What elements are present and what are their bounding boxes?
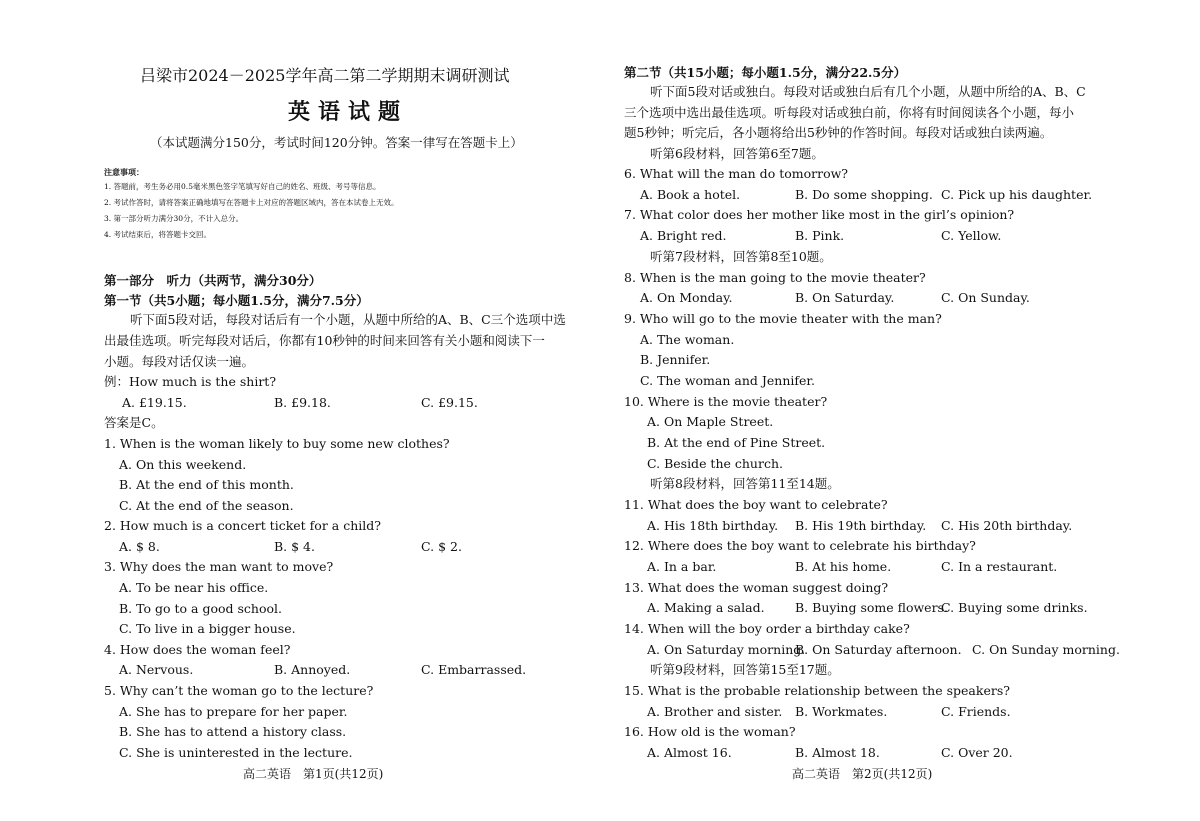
q16-options (600, 745, 1200, 761)
page-footer: 高二英语 第2页(共12页) (792, 767, 933, 781)
option-a: A. On Monday. (640, 290, 733, 305)
option-c: C. £9.15. (421, 395, 478, 410)
question-7: 7. What color does her mother like most in the girl’s opinion? (624, 207, 1015, 222)
part-heading: 第一部分 听力（共两节，满分30分） (104, 273, 322, 288)
question-12: 12. Where does the boy want to celebrate his birthday? (624, 538, 976, 553)
option-a: A. On this weekend. (119, 457, 247, 472)
option-a: A. On Saturday morning. (647, 642, 806, 657)
option-c: C. His 20th birthday. (941, 518, 1073, 533)
option-c: C. $ 2. (421, 539, 462, 554)
notice-item: 1. 答题前，考生务必用0.5毫米黑色签字笔填写好自己的姓名、班级、考号等信息。 (104, 182, 381, 191)
q14-options (600, 642, 1200, 658)
notice-item: 4. 考试结束后，将答题卡交回。 (104, 230, 212, 239)
option-b: B. Workmates. (795, 704, 888, 719)
option-b: B. Pink. (795, 228, 845, 243)
question-5: 5. Why can’t the woman go to the lecture? (104, 683, 374, 698)
q11-options (600, 518, 1200, 534)
example-answer: 答案是C。 (104, 415, 164, 430)
option-c: C. Pick up his daughter. (941, 187, 1093, 202)
option-a: A. She has to prepare for her paper. (119, 704, 348, 719)
option-a: A. $ 8. (119, 539, 160, 554)
q8-options (600, 290, 1200, 306)
option-b: B. Jennifer. (640, 352, 711, 367)
question-2: 2. How much is a concert ticket for a child? (104, 518, 381, 533)
example-question: 例：How much is the shirt? (104, 374, 277, 389)
option-b: B. On Saturday. (795, 290, 895, 305)
option-c: C. Friends. (941, 704, 1011, 719)
q6-options (600, 187, 1200, 203)
option-a: A. Bright red. (640, 228, 727, 243)
question-10: 10. Where is the movie theater? (624, 394, 828, 409)
option-c: C. On Sunday morning. (972, 642, 1120, 657)
question-11: 11. What does the boy want to celebrate? (624, 497, 888, 512)
option-b: B. $ 4. (274, 539, 315, 554)
option-a: A. In a bar. (647, 559, 717, 574)
question-6: 6. What will the man do tomorrow? (624, 166, 848, 181)
option-a: A. To be near his office. (119, 580, 269, 595)
option-c: C. She is uninterested in the lecture. (119, 745, 353, 760)
section-heading: 第二节（共15小题；每小题1.5分，满分22.5分） (624, 65, 907, 80)
option-b: B. To go to a good school. (119, 601, 282, 616)
option-c: C. Embarrassed. (421, 662, 527, 677)
instruction-line: 小题。每段对话仅读一遍。 (104, 354, 255, 369)
example-options (0, 395, 600, 411)
option-a: A. £19.15. (122, 395, 187, 410)
option-a: A. On Maple Street. (647, 414, 774, 429)
q2-options (0, 539, 600, 555)
option-b: B. Annoyed. (274, 662, 351, 677)
option-c: C. To live in a bigger house. (119, 621, 296, 636)
option-a: A. Nervous. (119, 662, 194, 677)
option-c: C. At the end of the season. (119, 498, 294, 513)
option-c: C. Beside the church. (647, 456, 783, 471)
material-heading: 听第9段材料，回答第15至17题。 (650, 662, 840, 677)
option-a: A. Book a hotel. (640, 187, 741, 202)
question-9: 9. Who will go to the movie theater with the man? (624, 311, 942, 326)
question-13: 13. What does the woman suggest doing? (624, 580, 889, 595)
option-b: B. His 19th birthday. (795, 518, 927, 533)
q12-options (600, 559, 1200, 575)
option-c: C. The woman and Jennifer. (640, 373, 815, 388)
option-b: B. At the end of Pine Street. (647, 435, 826, 450)
page-footer: 高二英语 第1页(共12页) (243, 767, 384, 781)
option-a: A. Making a salad. (647, 600, 765, 615)
instruction-line: 三个选项中选出最佳选项。听每段对话或独白前，你将有时间阅读各个小题，每小 (624, 105, 1075, 120)
question-14: 14. When will the boy order a birthday cake? (624, 621, 910, 636)
question-16: 16. How old is the woman? (624, 724, 796, 739)
option-c: C. Yellow. (941, 228, 1002, 243)
question-4: 4. How does the woman feel? (104, 642, 291, 657)
option-a: A. The woman. (640, 332, 735, 347)
option-b: B. £9.18. (274, 395, 331, 410)
material-heading: 听第8段材料，回答第11至14题。 (650, 476, 840, 491)
question-1: 1. When is the woman likely to buy some new clothes? (104, 436, 450, 451)
material-heading: 听第6段材料，回答第6至7题。 (650, 146, 824, 161)
option-b: B. Do some shopping. (795, 187, 933, 202)
page-2 (600, 0, 1200, 821)
question-15: 15. What is the probable relationship between the speakers? (624, 683, 1010, 698)
q13-options (600, 600, 1200, 616)
subject-title: 英语试题 (288, 99, 409, 125)
option-c: C. In a restaurant. (941, 559, 1058, 574)
instruction-line: 听下面5段对话，每段对话后有一个小题，从题中所给的A、B、C三个选项中选 (130, 312, 566, 327)
notice-item: 3. 第一部分听力满分30分，不计入总分。 (104, 214, 244, 223)
instruction-line: 题5秒钟；听完后，各小题将给出5秒钟的作答时间。每段对话或独白读两遍。 (624, 125, 1053, 140)
notice-item: 2. 考试作答时，请将答案正确地填写在答题卡上对应的答题区域内，答在本试卷上无效。 (104, 198, 399, 207)
option-a: A. His 18th birthday. (647, 518, 779, 533)
instruction-line: 听下面5段对话或独白。每段对话或独白后有几个小题，从题中所给的A、B、C (650, 84, 1086, 99)
option-b: B. On Saturday afternoon. (795, 642, 962, 657)
option-b: B. Buying some flowers. (795, 600, 948, 615)
section-heading: 第一节（共5小题；每小题1.5分，满分7.5分） (104, 293, 369, 308)
option-b: B. At the end of this month. (119, 477, 294, 492)
option-c: C. Over 20. (941, 745, 1013, 760)
option-a: A. Brother and sister. (647, 704, 783, 719)
option-b: B. She has to attend a history class. (119, 724, 347, 739)
option-a: A. Almost 16. (647, 745, 732, 760)
material-heading: 听第7段材料，回答第8至10题。 (650, 249, 832, 264)
exam-title: 吕梁市2024－2025学年高二第二学期期末调研测试 (140, 66, 510, 85)
option-b: B. At his home. (795, 559, 892, 574)
question-8: 8. When is the man going to the movie theater? (624, 270, 926, 285)
notice-heading: 注意事项： (104, 167, 144, 177)
question-3: 3. Why does the man want to move? (104, 559, 334, 574)
q7-options (600, 228, 1200, 244)
option-b: B. Almost 18. (795, 745, 880, 760)
option-c: C. On Sunday. (941, 290, 1030, 305)
q15-options (600, 704, 1200, 720)
exam-subtitle: （本试题满分150分，考试时间120分钟。答案一律写在答题卡上） (150, 135, 523, 150)
instruction-line: 出最佳选项。听完每段对话后，你都有10秒钟的时间来回答有关小题和阅读下一 (104, 333, 545, 348)
q4-options (0, 662, 600, 678)
option-c: C. Buying some drinks. (941, 600, 1088, 615)
